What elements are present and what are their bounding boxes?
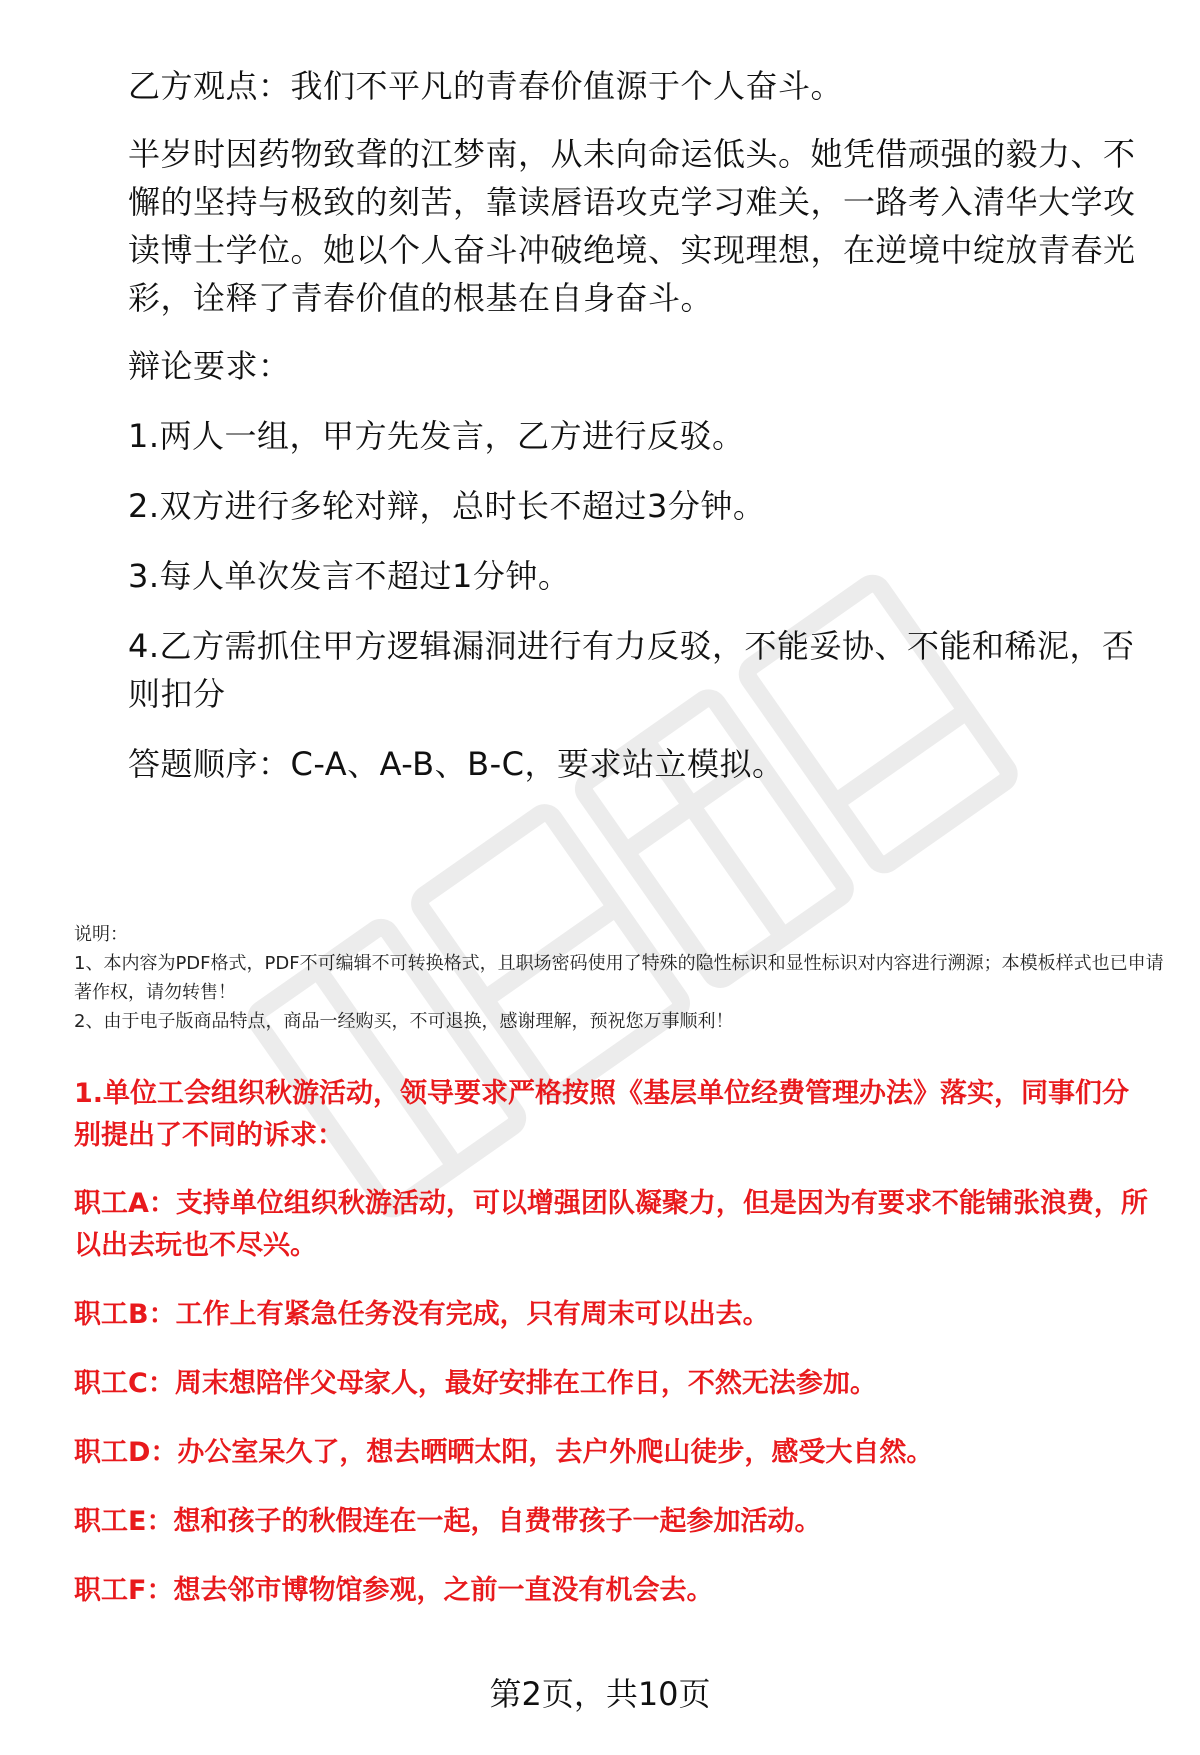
employee-item: 职工B：工作上有紧急任务没有完成，只有周末可以出去。 (74, 1299, 770, 1330)
notes-title: 说明： (74, 924, 128, 945)
note-item: 2、由于电子版商品特点，商品一经购买，不可退换，感谢理解，预祝您万事顺利！ (74, 1011, 734, 1032)
answer-order: 答题顺序：C-A、A-B、B-C，要求站立模拟。 (128, 745, 785, 783)
rule-item: 3.每人单次发言不超过1分钟。 (128, 557, 571, 595)
page-number: 第2页，共10页 (489, 1675, 711, 1713)
viewpoint-b: 乙方观点：我们不平凡的青春价值源于个人奋斗。 (128, 67, 844, 105)
question-stem: 1.单位工会组织秋游活动，领导要求严格按照《基层单位经费管理办法》落实，同事们分别提出了不同的诉求： (74, 1078, 1130, 1151)
rule-item: 1.两人一组，甲方先发言，乙方进行反驳。 (128, 417, 745, 455)
rule-item: 4.乙方需抓住甲方逻辑漏洞进行有力反驳，不能妥协、不能和稀泥，否则扣分 (128, 627, 1135, 713)
employee-item: 职工D：办公室呆久了，想去晒晒太阳，去户外爬山徒步，感受大自然。 (74, 1437, 934, 1468)
question-section (74, 1073, 1154, 1612)
requirements-title: 辩论要求： (128, 347, 291, 385)
employee-item: 职工C：周末想陪伴父母家人，最好安排在工作日，不然无法参加。 (74, 1368, 877, 1399)
notes-section (74, 920, 1164, 1036)
story-paragraph: 半岁时因药物致聋的江梦南，从未向命运低头。她凭借顽强的毅力、不懈的坚持与极致的刻苦，靠读唇语攻克学习难关，一路考入清华大学攻读博士学位。她以个人奋斗冲破绝境、实现理想，在逆境中绽放青春光彩，诠释了青春价值的根基在自身奋斗。 (128, 135, 1136, 317)
employee-item: 职工F：想去邻市博物馆参观，之前一直没有机会去。 (74, 1575, 714, 1606)
employee-item: 职工A：支持单位组织秋游活动，可以增强团队凝聚力，但是因为有要求不能铺张浪费，所以出去玩也不尽兴。 (74, 1188, 1148, 1261)
note-item: 1、本内容为PDF格式，PDF不可编辑不可转换格式，且职场密码使用了特殊的隐性标识和显性标识对内容进行溯源；本模板样式也已申请著作权，请勿转售！ (74, 953, 1164, 1003)
debate-section (128, 62, 1138, 788)
employee-item: 职工E：想和孩子的秋假连在一起，自费带孩子一起参加活动。 (74, 1506, 822, 1537)
rule-item: 2.双方进行多轮对辩，总时长不超过3分钟。 (128, 487, 766, 525)
